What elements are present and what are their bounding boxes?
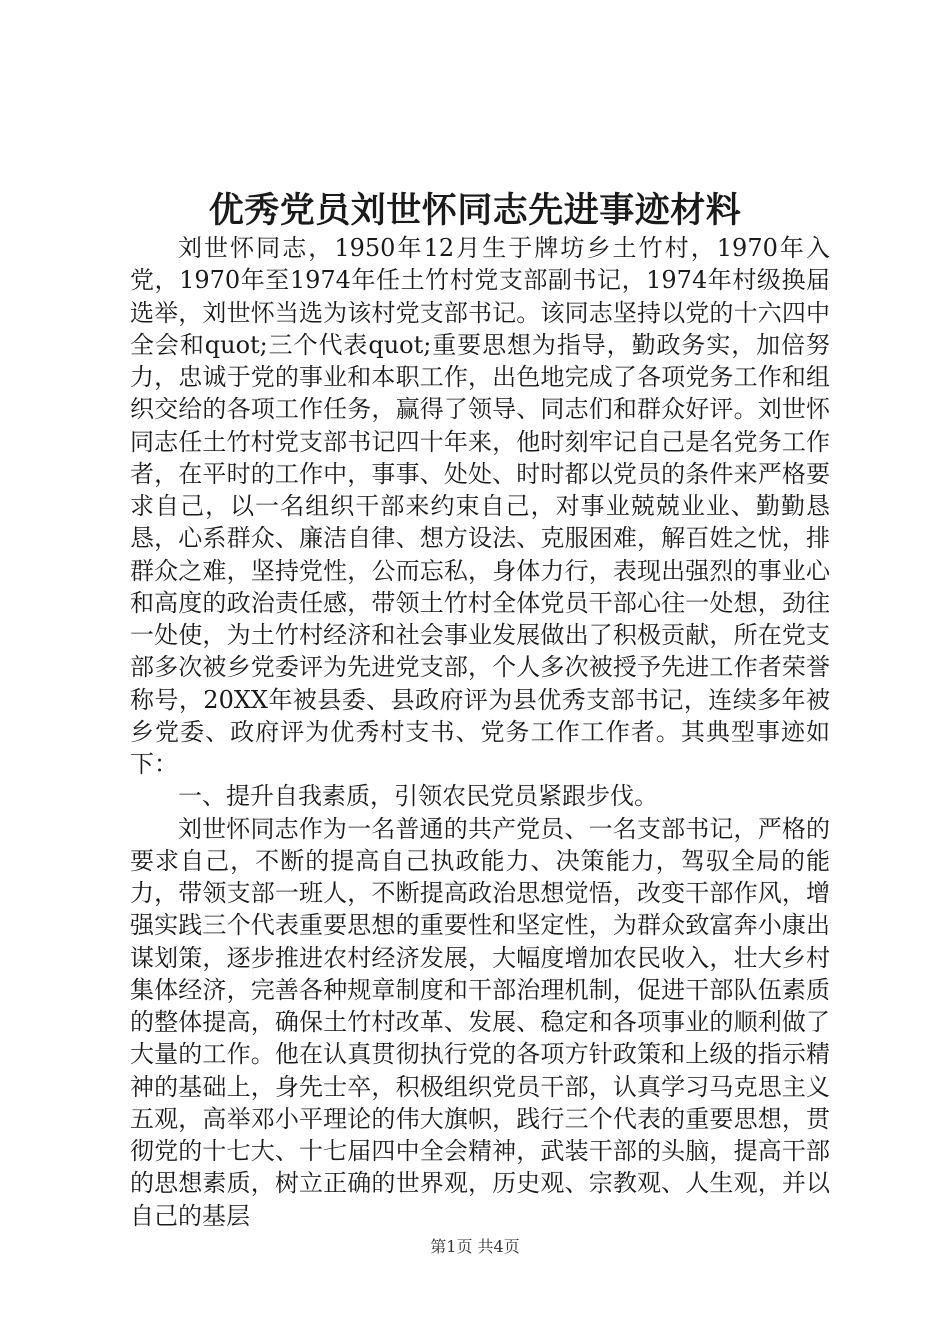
paragraph-intro: 刘世怀同志，1950年12月生于牌坊乡土竹村，1970年入党，1970年至1974年任土竹村党支部副书记，1974年村级换届选举，刘世怀当选为该村党支部书记。该同志坚持以党的十六四中全会和quot;三个代表quot;重要思想为指导，勤政务实，加倍努力，忠诚于党的事业和本职工作，出色地完成了各项党务工作和组织交给的各项工作任务，赢得了领导、同志们和群众好评。刘世怀同志任土竹村党支部书记四十年来，他时刻牢记自己是名党务工作者，在平时的工作中，事事、处处、时时都以党员的条件来严格要求自己，以一名组织干部来约束自己，对事业兢兢业业、勤勤恳恳，心系群众、廉洁自律、想方设法、克服困难，解百姓之忧，排群众之难，坚持党性，公而忘私，身体力行，表现出强烈的事业心和高度的政治责任感，带领土竹村全体党员干部心往一处想，劲往一处使，为土竹村经济和社会事业发展做出了积极贡献，所在党支部多次被乡党委评为先进党支部，个人多次被授予先进工作者荣誉称号，20XX年被县委、县政府评为县优秀支部书记，连续多年被乡党委、政府评为优秀村支书、党务工作工作者。其典型事迹如下： (130, 234, 830, 778)
document-body (130, 232, 830, 1232)
document-title: 优秀党员刘世怀同志先进事迹材料 (208, 190, 742, 231)
page-footer: 第1页 共4页 (430, 1237, 520, 1256)
paragraph-section-1: 刘世怀同志作为一名普通的共产党员、一名支部书记，严格的要求自己，不断的提高自己执政能力、决策能力，驾驭全局的能力，带领支部一班人，不断提高政治思想觉悟，改变干部作风，增强实践三个代表重要思想的重要性和坚定性，为群众致富奔小康出谋划策，逐步推进农村经济发展，大幅度增加农民收入，壮大乡村集体经济，完善各种规章制度和干部治理机制，促进干部队伍素质的整体提高，确保土竹村改革、发展、稳定和各项事业的顺利做了大量的工作。他在认真贯彻执行党的各项方针政策和上级的指示精神的基础上，身先士卒，积极组织党员干部，认真学习马克思主义五观，高举邓小平理论的伟大旗帜，践行三个代表的重要思想，贯彻党的十七大、十七届四中全会精神，武装干部的头脑，提高干部的思想素质，树立正确的世界观，历史观、宗教观、人生观，并以自己的基层 (130, 814, 830, 1230)
section-heading-1: 一、提升自我素质，引领农民党员紧跟步伐。 (178, 782, 658, 811)
